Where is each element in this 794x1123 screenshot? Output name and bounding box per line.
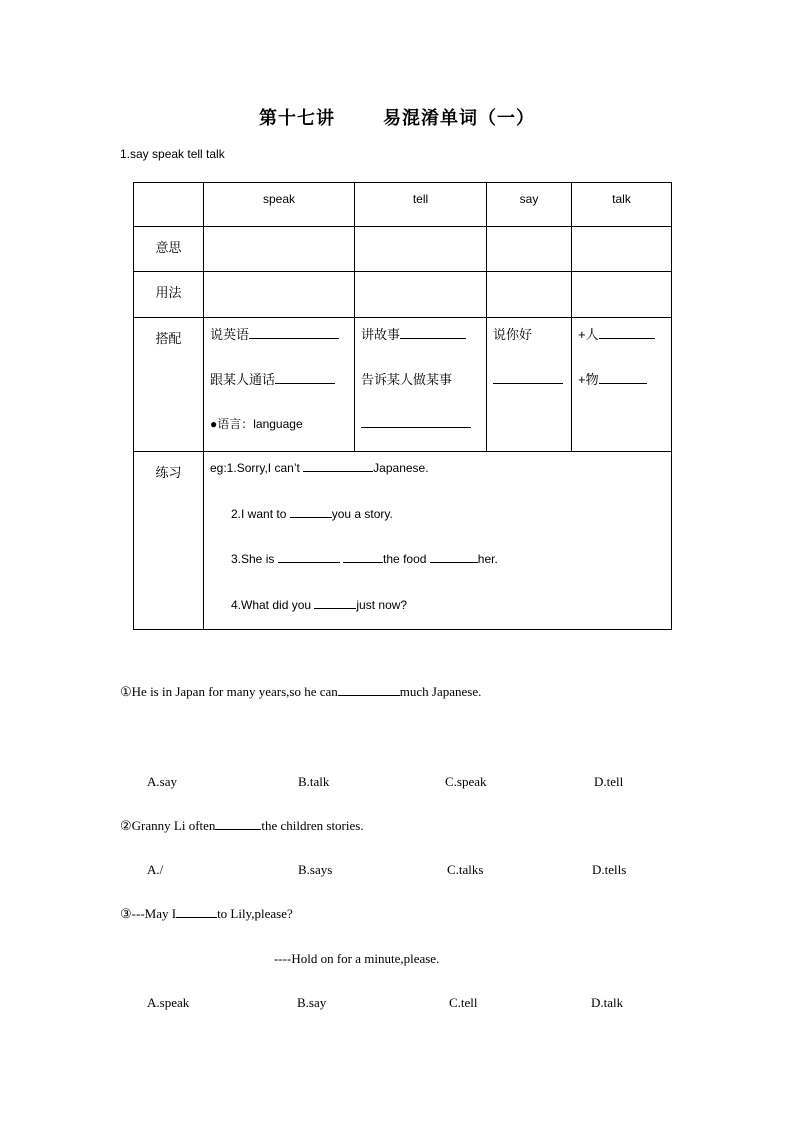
answer-blank[interactable] — [343, 550, 383, 563]
collocation-item: +人 — [572, 326, 671, 344]
title-topic: 易混淆单词（一） — [383, 108, 535, 129]
row-label-collocation: 搭配 — [134, 318, 204, 452]
meaning-speak-cell[interactable] — [204, 227, 355, 272]
practice-cell — [204, 452, 672, 630]
header-say: say — [487, 183, 572, 227]
collocation-item: 说英语 — [204, 326, 354, 344]
meaning-row — [134, 227, 672, 272]
collocation-say-cell — [487, 318, 572, 452]
q1-option-d[interactable]: D.tell — [594, 774, 624, 789]
header-tell: tell — [355, 183, 487, 227]
q1-option-a[interactable]: A.say — [147, 774, 177, 789]
practice-sentence-1: eg:1.Sorry,I can’t Japanese. — [210, 461, 429, 475]
question-3: ③---May I to Lily,please? — [120, 906, 293, 921]
collocation-item: 跟某人通话 — [204, 371, 354, 389]
answer-blank[interactable] — [338, 684, 400, 696]
question-1: ①He is in Japan for many years,so he can much Japanese. — [120, 684, 482, 699]
answer-blank[interactable] — [361, 415, 471, 428]
meaning-talk-cell[interactable] — [572, 227, 672, 272]
meaning-say-cell[interactable] — [487, 227, 572, 272]
answer-blank[interactable] — [303, 459, 373, 472]
page-title — [0, 104, 794, 130]
row-label-usage: 用法 — [134, 272, 204, 318]
practice-row — [134, 452, 672, 630]
practice-sentence-4: 4.What did you just now? — [231, 598, 408, 612]
header-talk: talk — [572, 183, 672, 227]
collocation-tell-cell — [355, 318, 487, 452]
meaning-tell-cell[interactable] — [355, 227, 487, 272]
question-3-reply: ----Hold on for a minute,please. — [274, 951, 440, 966]
collocation-row — [134, 318, 672, 452]
collocation-item — [487, 371, 571, 389]
answer-blank[interactable] — [290, 505, 332, 518]
answer-blank[interactable] — [176, 906, 217, 918]
q2-option-a[interactable]: A./ — [147, 862, 164, 877]
word-table — [133, 182, 672, 630]
header-row — [134, 183, 672, 227]
collocation-speak-cell — [204, 318, 355, 452]
usage-speak-cell[interactable] — [204, 272, 355, 318]
answer-blank[interactable] — [278, 550, 340, 563]
q2-option-b[interactable]: B.says — [298, 862, 333, 877]
q2-option-d[interactable]: D.tells — [592, 862, 627, 877]
title-lesson: 第十七讲 — [259, 108, 335, 129]
section-heading: 1.say speak tell talk — [120, 147, 225, 161]
collocation-item: 告诉某人做某事 — [361, 372, 453, 387]
answer-blank[interactable] — [493, 371, 563, 384]
q1-option-c[interactable]: C.speak — [445, 774, 487, 789]
answer-blank[interactable] — [275, 371, 335, 384]
answer-blank[interactable] — [249, 326, 339, 339]
header-speak: speak — [204, 183, 355, 227]
q3-option-b[interactable]: B.say — [297, 995, 327, 1010]
q3-option-c[interactable]: C.tell — [449, 995, 478, 1010]
q2-option-c[interactable]: C.talks — [447, 862, 484, 877]
answer-blank[interactable] — [400, 326, 466, 339]
answer-blank[interactable] — [599, 371, 647, 384]
collocation-item: +物 — [572, 371, 671, 389]
answer-blank[interactable] — [215, 818, 261, 830]
header-empty — [134, 183, 204, 227]
practice-sentence-3: 3.She is the food her. — [231, 552, 498, 566]
usage-row — [134, 272, 672, 318]
usage-talk-cell[interactable] — [572, 272, 672, 318]
practice-sentence-2: 2.I want to you a story. — [231, 507, 393, 521]
answer-blank[interactable] — [314, 596, 356, 609]
answer-blank[interactable] — [430, 550, 478, 563]
q3-option-a[interactable]: A.speak — [147, 995, 190, 1010]
usage-say-cell[interactable] — [487, 272, 572, 318]
answer-blank[interactable] — [599, 326, 655, 339]
collocation-item — [355, 415, 486, 433]
q1-option-b[interactable]: B.talk — [298, 774, 330, 789]
collocation-item: 说你好 — [493, 327, 533, 342]
row-label-practice: 练习 — [134, 452, 204, 630]
row-label-meaning: 意思 — [134, 227, 204, 272]
question-2: ②Granny Li often the children stories. — [120, 818, 364, 833]
usage-tell-cell[interactable] — [355, 272, 487, 318]
collocation-talk-cell — [572, 318, 672, 452]
collocation-item: 讲故事 — [355, 326, 486, 344]
q3-option-d[interactable]: D.talk — [591, 995, 624, 1010]
collocation-item: ●语言：language — [210, 417, 303, 431]
